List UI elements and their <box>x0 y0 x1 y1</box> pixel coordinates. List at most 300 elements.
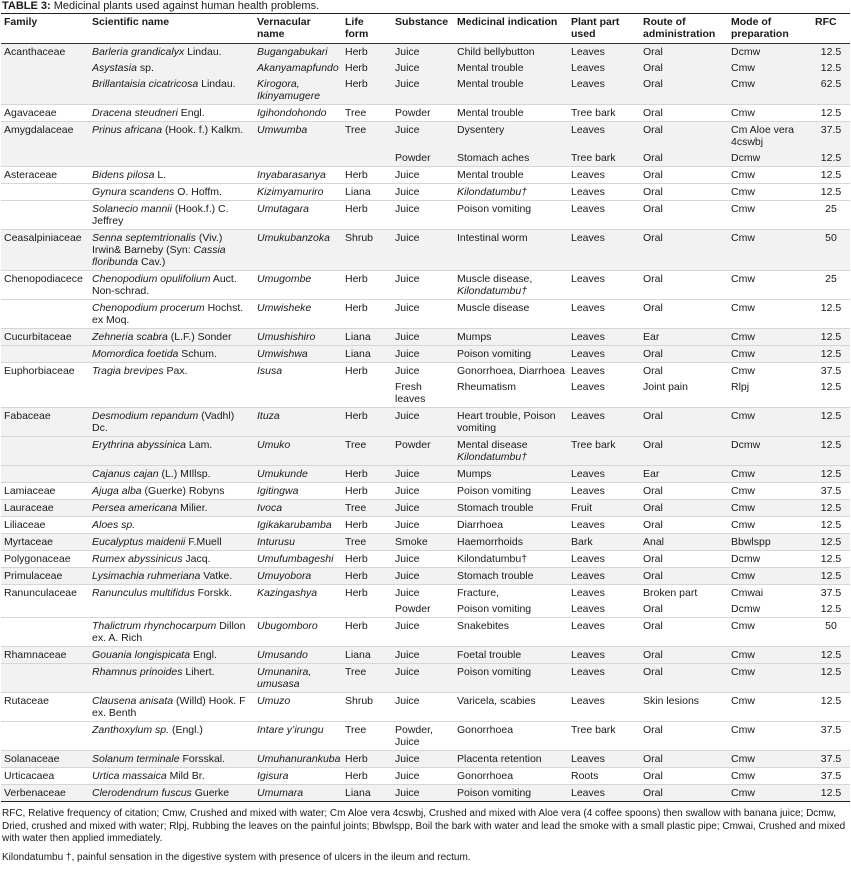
species-name: Ajuga alba <box>92 485 142 497</box>
mode-cell: Cmw <box>728 664 812 693</box>
route-cell: Oral <box>640 647 728 664</box>
species-name: Thalictrum rhynchocarpum <box>92 620 217 632</box>
plant-part-cell: Tree bark <box>568 437 640 466</box>
family-cell: Ceasalpiniaceae <box>1 230 89 271</box>
vernacular-name-cell: Isusa <box>254 363 342 380</box>
species-name: Dracena steudneri <box>92 107 178 119</box>
route-cell: Oral <box>640 150 728 167</box>
indication-text: Heart trouble, Poison vomiting <box>457 410 556 434</box>
rfc-cell: 12.5 <box>812 167 850 184</box>
vernacular-name-cell: Bugangabukari <box>254 44 342 61</box>
col-header-life-form: Life form <box>342 14 392 44</box>
life-form-cell: Liana <box>342 785 392 802</box>
substance-cell: Juice <box>392 346 454 363</box>
indication-cell <box>454 664 568 693</box>
scientific-name-cell <box>89 60 254 76</box>
indication-text: Foetal trouble <box>457 649 522 661</box>
family-group <box>1 647 850 693</box>
indication-text: Diarrhoea <box>457 519 504 531</box>
table-label: TABLE 3: <box>2 0 51 12</box>
life-form-cell: Herb <box>342 568 392 585</box>
plant-part-cell: Leaves <box>568 60 640 76</box>
family-group <box>1 517 850 534</box>
rfc-cell: 12.5 <box>812 664 850 693</box>
plant-part-cell: Leaves <box>568 551 640 568</box>
species-authority: (Engl.) <box>169 724 203 736</box>
mode-cell: Cmw <box>728 363 812 380</box>
species-name: Gynura scandens <box>92 186 175 198</box>
rfc-cell: 12.5 <box>820 603 842 615</box>
route-cell: Oral <box>640 60 728 76</box>
family-group <box>1 785 850 802</box>
indication-text: Kilondatumbu† <box>457 553 528 565</box>
family-group <box>1 585 850 647</box>
plant-part-cell: Bark <box>568 534 640 551</box>
mode-cell: Dcmw <box>728 150 812 167</box>
species-name: Urtica massaica <box>92 770 167 782</box>
species-authority: F.Muell <box>185 536 222 548</box>
substance-cell: Juice <box>392 44 454 61</box>
species-name: Aloes sp. <box>92 519 136 531</box>
indication-cell <box>454 122 568 151</box>
mode-cell: Dcmw <box>728 551 812 568</box>
life-form-cell: Tree <box>342 500 392 517</box>
mode-cell: Cmw <box>728 768 812 785</box>
rfc-cell: 12.5 <box>812 785 850 802</box>
substance-cell: Fresh leaves <box>395 381 426 405</box>
family-group <box>1 230 850 271</box>
table-row <box>1 693 850 722</box>
mode-cell: Cmw <box>728 722 812 751</box>
vernacular-name-cell: Umuhanurankuba <box>254 751 342 768</box>
indication-text: Mental trouble <box>457 78 524 90</box>
scientific-name-cell <box>89 346 254 363</box>
family-group <box>1 363 850 408</box>
species-authority: Pax. <box>163 365 188 377</box>
substance-cell: Juice <box>392 785 454 802</box>
scientific-name-cell <box>89 585 254 602</box>
plant-part-cell: Tree bark <box>568 150 640 167</box>
scientific-name-cell <box>89 618 254 647</box>
indication-text: Poison vomiting <box>457 485 532 497</box>
family-cell <box>1 150 89 167</box>
mode-cell: Cmw <box>728 201 812 230</box>
scientific-name-cell <box>89 647 254 664</box>
route-cell: Oral <box>640 271 728 300</box>
species-name: Senna septemtrionalis <box>92 232 196 244</box>
route-cell: Oral <box>640 167 728 184</box>
plant-part-cell: Leaves <box>568 483 640 500</box>
family-group <box>1 44 850 105</box>
vernacular-name-cell: Umutagara <box>254 201 342 230</box>
plant-part-cell: Leaves <box>568 647 640 664</box>
indication-text-2: Kilondatumbu† <box>457 285 528 297</box>
life-form-cell: Tree <box>342 437 392 466</box>
rfc-cell: 37.5 <box>812 483 850 500</box>
species-authority: Hochst. ex Moq. <box>92 302 244 326</box>
vernacular-name-cell: Inturusu <box>254 534 342 551</box>
plant-part-cell: Leaves <box>568 785 640 802</box>
table-row <box>1 534 850 551</box>
table-row <box>1 408 850 437</box>
scientific-name-cell <box>89 201 254 230</box>
plant-part-cell: Leaves <box>568 693 640 722</box>
col-header-mode: Mode of preparation <box>728 14 812 44</box>
indication-text: Poison vomiting <box>457 787 532 799</box>
life-form-cell: Liana <box>342 329 392 346</box>
route-cell: Oral <box>640 105 728 122</box>
rfc-cell: 12.5 <box>812 534 850 551</box>
indication-cell <box>454 44 568 61</box>
rfc-cell: 12.5 <box>812 184 850 201</box>
life-form-cell: Tree <box>342 122 392 151</box>
indication-cell <box>454 466 568 483</box>
species-name: Solanum terminale <box>92 753 180 765</box>
scientific-name-cell <box>89 167 254 184</box>
col-header-vernacular-name: Vernacular name <box>254 14 342 44</box>
indication-cell <box>454 517 568 534</box>
family-cell: Primulaceae <box>1 568 89 585</box>
table-row <box>1 105 850 122</box>
life-form-cell: Herb <box>342 768 392 785</box>
table-row <box>1 437 850 466</box>
col-header-medicinal-indication: Medicinal indication <box>454 14 568 44</box>
life-form-cell: Herb <box>342 271 392 300</box>
family-cell: Verbenaceae <box>1 785 89 802</box>
plant-part-cell: Leaves <box>568 201 640 230</box>
life-form-cell: Herb <box>342 60 392 76</box>
vernacular-name-cell: Inyabarasanya <box>254 167 342 184</box>
table-row <box>1 500 850 517</box>
family-cell: Rutaceae <box>1 693 89 722</box>
scientific-name-cell <box>89 44 254 61</box>
family-group <box>1 122 850 167</box>
indication-cell <box>454 568 568 585</box>
family-cell <box>1 184 89 201</box>
plant-part-cell: Leaves <box>568 408 640 437</box>
life-form-cell: Herb <box>342 201 392 230</box>
substance-cell: Juice <box>392 551 454 568</box>
species-authority: Auct. Non-schrad. <box>92 273 237 297</box>
life-form-cell: Tree <box>342 534 392 551</box>
rfc-cell: 12.5 <box>812 150 850 167</box>
route-cell: Oral <box>640 618 728 647</box>
indication-cell <box>454 618 568 647</box>
substance-cell: Powder <box>392 437 454 466</box>
family-cell: Liliaceae <box>1 517 89 534</box>
life-form-cell <box>342 601 392 618</box>
family-cell <box>1 618 89 647</box>
scientific-name-cell <box>89 230 254 271</box>
species-authority: Mild Br. <box>166 770 205 782</box>
indication-cell <box>454 300 568 329</box>
rfc-cell: 62.5 <box>812 76 850 105</box>
mode-cell: Cmw <box>728 76 812 105</box>
species-authority: Engl. <box>190 649 217 661</box>
substance-cell: Juice <box>392 201 454 230</box>
scientific-name-cell <box>89 379 254 408</box>
plant-part-cell: Leaves <box>568 517 640 534</box>
vernacular-name-cell: Umusando <box>254 647 342 664</box>
route-cell: Joint pain <box>643 381 688 393</box>
life-form-cell: Herb <box>342 363 392 380</box>
scientific-name-cell <box>89 601 254 618</box>
species-authority: Lindau. <box>198 78 236 90</box>
vernacular-name-cell <box>254 150 342 167</box>
table-row <box>1 517 850 534</box>
substance-cell: Juice <box>392 517 454 534</box>
indication-text: Intestinal worm <box>457 232 528 244</box>
life-form-cell: Herb <box>342 618 392 647</box>
mode-cell: Cmw <box>728 568 812 585</box>
mode-cell: Cmw <box>728 618 812 647</box>
indication-text: Muscle disease, <box>457 273 533 285</box>
substance-cell: Juice <box>392 329 454 346</box>
family-group <box>1 271 850 329</box>
rfc-cell: 37.5 <box>812 363 850 380</box>
route-cell: Oral <box>640 664 728 693</box>
table-row <box>1 150 850 167</box>
substance-cell: Juice <box>392 363 454 380</box>
rfc-cell: 37.5 <box>812 722 850 751</box>
indication-cell <box>454 201 568 230</box>
vernacular-name-cell: Umukubanzoka <box>254 230 342 271</box>
rfc-cell: 12.5 <box>812 500 850 517</box>
indication-cell <box>454 105 568 122</box>
species-authority: Vatke. <box>200 570 233 582</box>
substance-cell: Powder <box>392 105 454 122</box>
scientific-name-cell <box>89 184 254 201</box>
scientific-name-cell <box>89 534 254 551</box>
rfc-cell: 37.5 <box>812 122 850 151</box>
plant-part-cell: Leaves <box>568 167 640 184</box>
substance-cell: Juice <box>392 483 454 500</box>
family-group <box>1 167 850 230</box>
vernacular-name-cell: Igitingwa <box>254 483 342 500</box>
footnote-abbreviations: RFC, Relative frequency of citation; Cmw, Crushed and mixed with water; Cm Aloe vera 4cswbj, Crushed and mixed with Aloe vera (4 coffee spoons) then swallow with banana juice; Dcmw, Dried, crushed and mixed with water; Rlpj, Rubbing the leaves on the painful joints; Bbwlspp, Boil the bark with water and lead the smoke with a small plastic pipe; Cmwai, Crushed and mixed with water then applied immediately. <box>2 808 846 844</box>
substance-cell: Juice <box>392 271 454 300</box>
vernacular-name-cell: Kizimyamuriro <box>254 184 342 201</box>
mode-cell: Cmw <box>728 693 812 722</box>
scientific-name-cell <box>89 408 254 437</box>
indication-cell <box>454 768 568 785</box>
indication-cell <box>454 585 568 602</box>
table-row <box>1 167 850 184</box>
table-row <box>1 122 850 151</box>
life-form-cell: Shrub <box>342 230 392 271</box>
mode-cell: Cmw <box>728 271 812 300</box>
indication-cell <box>454 230 568 271</box>
substance-cell: Juice <box>392 618 454 647</box>
table-row <box>1 551 850 568</box>
mode-cell: Dcmw <box>731 603 761 615</box>
family-group <box>1 551 850 568</box>
table-row <box>1 379 850 408</box>
species-authority: (L.) MIllsp. <box>158 468 211 480</box>
family-cell: Rhamnaceae <box>1 647 89 664</box>
table-row <box>1 664 850 693</box>
species-authority: Schum. <box>178 348 217 360</box>
substance-cell: Powder, Juice <box>392 722 454 751</box>
plant-part-cell: Leaves <box>568 184 640 201</box>
vernacular-name-cell <box>254 601 342 618</box>
plant-part-cell: Leaves <box>571 603 605 615</box>
synonym-authority: Cav.) <box>138 256 166 268</box>
mode-cell: Cmw <box>728 751 812 768</box>
vernacular-name-cell: Akanyamapfundo <box>254 60 342 76</box>
vernacular-name-cell: Umwumba <box>254 122 342 151</box>
rfc-cell: 12.5 <box>812 105 850 122</box>
species-authority: Dillon ex. A. Rich <box>92 620 246 644</box>
table-row <box>1 184 850 201</box>
species-name: Gouania longispicata <box>92 649 191 661</box>
species-authority: (Willd) Hook. F ex. Benth <box>92 695 246 719</box>
col-header-rfc: RFC <box>812 14 850 44</box>
species-name: Barleria grandicalyx <box>92 46 185 58</box>
species-authority: Forskk. <box>194 587 233 599</box>
family-cell: Cucurbitaceae <box>1 329 89 346</box>
synonym-name: Cassia floribunda <box>92 244 226 268</box>
indication-cell <box>454 534 568 551</box>
life-form-cell: Herb <box>342 483 392 500</box>
indication-text: Gonorrhoea <box>457 724 514 736</box>
vernacular-name-cell: Umugombe <box>254 271 342 300</box>
species-name: Bidens pilosa <box>92 169 155 181</box>
scientific-name-cell <box>89 751 254 768</box>
table-title: Medicinal plants used against human health problems. <box>53 0 320 12</box>
family-group <box>1 568 850 585</box>
plant-part-cell: Leaves <box>568 271 640 300</box>
family-cell <box>1 300 89 329</box>
scientific-name-cell <box>89 551 254 568</box>
rfc-cell: 12.5 <box>812 568 850 585</box>
vernacular-name-cell: Igihondohondo <box>254 105 342 122</box>
species-name: Lysimachia ruhmeriana <box>92 570 201 582</box>
species-authority: O. Hoffm. <box>174 186 222 198</box>
rfc-cell: 12.5 <box>812 693 850 722</box>
species-authority: Lindau. <box>184 46 222 58</box>
mode-cell: Cmw <box>728 300 812 329</box>
rfc-cell: 12.5 <box>812 346 850 363</box>
rfc-cell: 50 <box>812 618 850 647</box>
route-cell: Oral <box>643 603 663 615</box>
family-cell: Solanaceae <box>1 751 89 768</box>
species-name: Brillantaisia cicatricosa <box>92 78 199 90</box>
indication-cell <box>454 601 568 618</box>
route-cell: Oral <box>640 437 728 466</box>
vernacular-name-cell: Umukunde <box>254 466 342 483</box>
life-form-cell: Liana <box>342 346 392 363</box>
table-row <box>1 44 850 61</box>
plant-part-cell: Tree bark <box>568 722 640 751</box>
mode-cell: Cmw <box>728 329 812 346</box>
family-group <box>1 768 850 785</box>
family-cell: Acanthaceae <box>1 44 89 61</box>
life-form-cell: Herb <box>342 44 392 61</box>
table-row <box>1 329 850 346</box>
rfc-cell: 12.5 <box>812 300 850 329</box>
mode-cell: Cmw <box>728 647 812 664</box>
route-cell: Oral <box>640 201 728 230</box>
route-cell: Oral <box>640 300 728 329</box>
table-row <box>1 618 850 647</box>
table-row <box>1 230 850 271</box>
indication-cell <box>454 551 568 568</box>
indication-text: Poison vomiting <box>457 348 532 360</box>
medicinal-plants-table <box>1 13 850 802</box>
vernacular-name-cell: Igikakarubamba <box>254 517 342 534</box>
species-name: Rumex abyssinicus <box>92 553 183 565</box>
species-name: Desmodium repandum <box>92 410 199 422</box>
scientific-name-cell <box>89 722 254 751</box>
indication-cell <box>454 363 568 380</box>
vernacular-name-cell: Umwisheke <box>254 300 342 329</box>
indication-text: Mental disease <box>457 439 528 451</box>
rfc-cell: 12.5 <box>812 517 850 534</box>
substance-cell: Juice <box>392 585 454 602</box>
species-authority: Lihert. <box>182 666 215 678</box>
species-name: Clerodendrum fuscus <box>92 787 192 799</box>
life-form-cell: Herb <box>342 551 392 568</box>
indication-cell <box>454 150 568 167</box>
vernacular-name-cell: Umuyobora <box>254 568 342 585</box>
family-group <box>1 534 850 551</box>
mode-cell: Cmw <box>728 184 812 201</box>
route-cell: Oral <box>640 44 728 61</box>
indication-text: Mental trouble <box>457 107 524 119</box>
route-cell: Oral <box>640 785 728 802</box>
scientific-name-cell <box>89 500 254 517</box>
family-cell: Myrtaceae <box>1 534 89 551</box>
plant-part-cell: Leaves <box>571 381 605 393</box>
mode-cell: Cm Aloe vera 4cswbj <box>728 122 812 151</box>
rfc-cell: 37.5 <box>812 751 850 768</box>
rfc-cell: 12.5 <box>812 408 850 437</box>
vernacular-name-cell: Ubugomboro <box>254 618 342 647</box>
table-row <box>1 751 850 768</box>
vernacular-name-cell: Ivoca <box>254 500 342 517</box>
vernacular-name-cell: Umufumbageshi <box>254 551 342 568</box>
mode-cell: Cmw <box>728 167 812 184</box>
indication-cell <box>454 329 568 346</box>
table-row <box>1 466 850 483</box>
indication-text: Dysentery <box>457 124 505 136</box>
col-header-substance: Substance <box>392 14 454 44</box>
family-cell: Euphorbiaceae <box>1 363 89 380</box>
species-name: Persea americana <box>92 502 178 514</box>
species-authority: Engl. <box>177 107 205 119</box>
plant-part-cell: Leaves <box>568 122 640 151</box>
route-cell: Oral <box>640 483 728 500</box>
indication-cell <box>454 184 568 201</box>
indication-cell <box>454 379 568 408</box>
substance-cell: Juice <box>392 408 454 437</box>
indication-cell <box>454 271 568 300</box>
indication-cell <box>454 647 568 664</box>
table-row <box>1 363 850 380</box>
indication-cell <box>454 693 568 722</box>
route-cell: Oral <box>640 722 728 751</box>
indication-cell <box>454 437 568 466</box>
indication-cell <box>454 722 568 751</box>
family-cell <box>1 346 89 363</box>
plant-part-cell: Leaves <box>568 329 640 346</box>
life-form-cell: Herb <box>342 76 392 105</box>
life-form-cell <box>342 379 392 408</box>
rfc-cell: 25 <box>812 271 850 300</box>
substance-cell: Juice <box>392 768 454 785</box>
substance-cell: Juice <box>392 122 454 151</box>
